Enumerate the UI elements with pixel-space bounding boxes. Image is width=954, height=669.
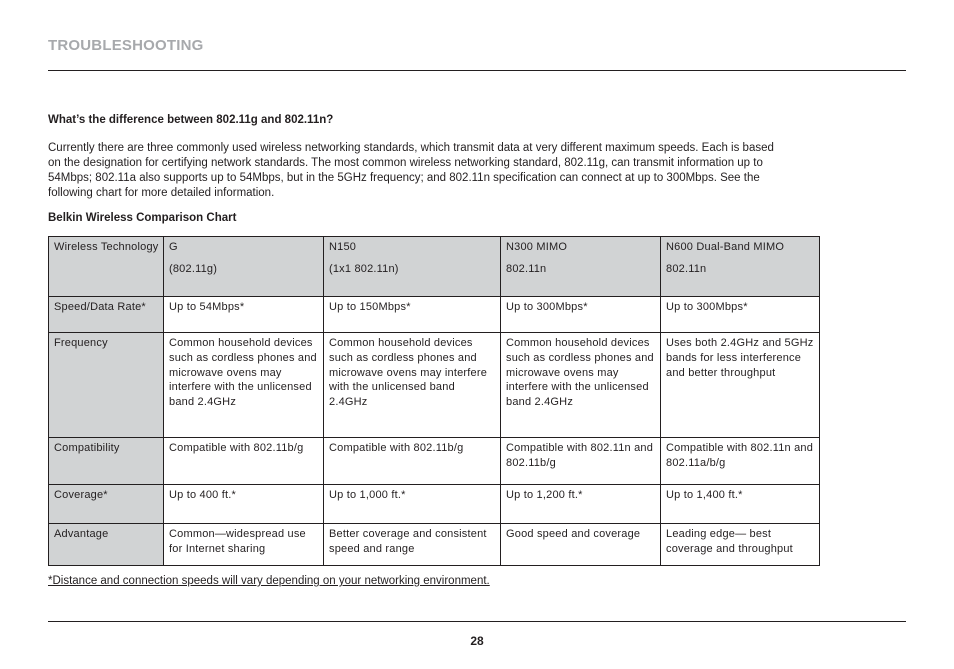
table-cell: Better coverage and consistent speed and range (324, 524, 501, 566)
chart-footnote: *Distance and connection speeds will vary depending on your networking environment. (48, 575, 490, 587)
column-header-n150 (324, 237, 501, 297)
table-row (49, 297, 820, 333)
table-cell: Up to 150Mbps* (324, 297, 501, 333)
column-name: N300 MIMO (506, 241, 568, 253)
chart-title: Belkin Wireless Comparison Chart (48, 212, 237, 224)
column-header-n300 (501, 237, 661, 297)
table-cell: Common household devices such as cordless phones and microwave ovens may interfere with the unlicensed band 2.4GHz (501, 333, 661, 438)
column-standard: (802.11g) (169, 262, 218, 275)
table-cell: Up to 300Mbps* (661, 297, 820, 333)
row-label: Wireless Technology (49, 237, 164, 297)
page-number: 28 (470, 634, 484, 648)
column-name: N150 (329, 241, 357, 253)
table-cell: Compatible with 802.11n and 802.11a/b/g (661, 438, 820, 485)
faq-question: What’s the difference between 802.11g and 802.11n? (48, 114, 334, 126)
row-label: Advantage (49, 524, 164, 566)
column-header-g (164, 237, 324, 297)
row-label: Frequency (49, 333, 164, 438)
table-cell: Compatible with 802.11n and 802.11b/g (501, 438, 661, 485)
table-cell: Common—widespread use for Internet sharing (164, 524, 324, 566)
footer-rule (48, 621, 906, 622)
header-rule (48, 70, 906, 71)
table-row (49, 333, 820, 438)
column-header-n600 (661, 237, 820, 297)
table-row (49, 438, 820, 485)
table-cell: Up to 1,400 ft.* (661, 485, 820, 524)
section-title: TROUBLESHOOTING (48, 37, 204, 54)
column-name: G (169, 241, 178, 253)
table-header-row (49, 237, 820, 297)
comparison-table (48, 236, 820, 566)
table-cell: Up to 1,000 ft.* (324, 485, 501, 524)
table-cell: Up to 300Mbps* (501, 297, 661, 333)
column-name: N600 Dual-Band MIMO (666, 241, 785, 253)
table-cell: Up to 1,200 ft.* (501, 485, 661, 524)
table-cell: Up to 400 ft.* (164, 485, 324, 524)
table-cell: Uses both 2.4GHz and 5GHz bands for less interference and better throughput (661, 333, 820, 438)
table-row (49, 485, 820, 524)
faq-answer: Currently there are three commonly used wireless networking standards, which transmit data at very different maximum speeds. Each is based on the designation for certifying network standards. The most common wireless networking standard, 802.11g, can transmit information up to 54Mbps; 802.11a also supports up to 54Mbps, but in the 5GHz frequency; and 802.11n specification can connect at up to 300Mbps. See the following chart for more detailed information. (48, 142, 774, 199)
row-label: Compatibility (49, 438, 164, 485)
row-label: Speed/Data Rate* (49, 297, 164, 333)
table-cell: Compatible with 802.11b/g (324, 438, 501, 485)
column-standard: 802.11n (506, 262, 547, 275)
table-cell: Up to 54Mbps* (164, 297, 324, 333)
table-cell: Common household devices such as cordless phones and microwave ovens may interfere with the unlicensed band 2.4GHz (324, 333, 501, 438)
table-cell: Good speed and coverage (501, 524, 661, 566)
column-standard: (1x1 802.11n) (329, 262, 399, 275)
table-row (49, 524, 820, 566)
row-label: Coverage* (49, 485, 164, 524)
table-cell: Leading edge— best coverage and throughput (661, 524, 820, 566)
column-standard: 802.11n (666, 262, 707, 275)
table-cell: Compatible with 802.11b/g (164, 438, 324, 485)
table-cell: Common household devices such as cordless phones and microwave ovens may interfere with the unlicensed band 2.4GHz (164, 333, 324, 438)
